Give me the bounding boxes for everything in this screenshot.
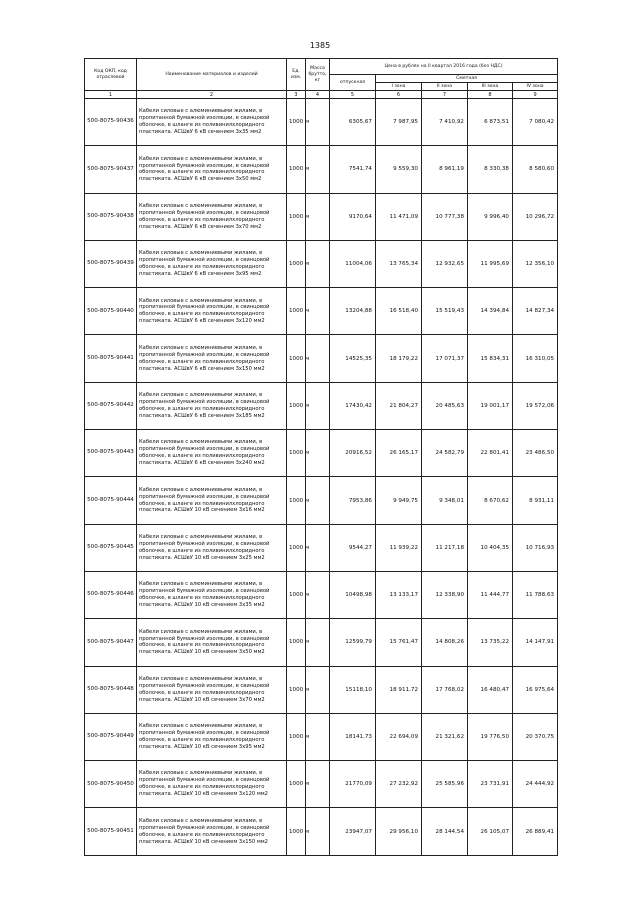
table-row bbox=[85, 288, 558, 335]
item-mass bbox=[306, 99, 330, 146]
header-price: Цена в рублях на II квартал 2016 года (без НДС) bbox=[330, 59, 558, 75]
zone-2-price: 11 217,18 bbox=[422, 524, 468, 571]
zone-1-price: 18 179,22 bbox=[376, 335, 422, 382]
zone-4-price: 20 370,75 bbox=[513, 713, 558, 760]
item-unit: 1000 м bbox=[287, 288, 306, 335]
zone-2-price: 10 777,38 bbox=[422, 193, 468, 240]
zone-4-price: 8 931,11 bbox=[513, 477, 558, 524]
zone-3-price: 19 776,50 bbox=[468, 713, 513, 760]
item-mass bbox=[306, 335, 330, 382]
zone-3-price: 8 330,38 bbox=[468, 146, 513, 193]
item-unit: 1000 м bbox=[287, 240, 306, 287]
item-unit: 1000 м bbox=[287, 430, 306, 477]
zone-1-price: 13 133,17 bbox=[376, 571, 422, 618]
zone-4-price: 11 788,63 bbox=[513, 571, 558, 618]
zone-3-price: 11 444,77 bbox=[468, 571, 513, 618]
table-row bbox=[85, 524, 558, 571]
zone-3-price: 6 873,51 bbox=[468, 99, 513, 146]
zone-2-price: 14 808,26 bbox=[422, 619, 468, 666]
item-unit: 1000 м bbox=[287, 477, 306, 524]
column-index: 6 bbox=[376, 91, 422, 99]
item-name: Кабели силовые с алюминиевыми жилами, в пропитанной бумажной изоляции, в свинцовой оболочке, в шланге из поливинилхлоридного пластиката. АСШвУ 10 кВ сечением 3х150 мм2 bbox=[137, 808, 287, 855]
column-index: 9 bbox=[513, 91, 558, 99]
zone-4-price: 7 080,42 bbox=[513, 99, 558, 146]
item-mass bbox=[306, 808, 330, 855]
item-name: Кабели силовые с алюминиевыми жилами, в пропитанной бумажной изоляции, в свинцовой оболочке, в шланге из поливинилхлоридного пластиката. АСШвУ 6 кВ сечением 3х70 мм2 bbox=[137, 193, 287, 240]
release-price: 23947,07 bbox=[330, 808, 376, 855]
header-row-1 bbox=[85, 59, 558, 75]
header-mass: Масса брутто, кг bbox=[306, 59, 330, 91]
item-code: 500-8075-90439 bbox=[85, 240, 137, 287]
zone-1-price: 9 949,75 bbox=[376, 477, 422, 524]
zone-2-price: 24 582,79 bbox=[422, 430, 468, 477]
zone-4-price: 16 975,64 bbox=[513, 666, 558, 713]
header-zone-4: IV зона bbox=[513, 83, 558, 91]
zone-2-price: 20 485,63 bbox=[422, 382, 468, 429]
table-row bbox=[85, 240, 558, 287]
zone-2-price: 21 321,62 bbox=[422, 713, 468, 760]
item-name: Кабели силовые с алюминиевыми жилами, в пропитанной бумажной изоляции, в свинцовой оболочке, в шланге из поливинилхлоридного пластиката. АСШвУ 10 кВ сечением 3х25 мм2 bbox=[137, 524, 287, 571]
zone-1-price: 9 559,30 bbox=[376, 146, 422, 193]
release-price: 18141,73 bbox=[330, 713, 376, 760]
table-row bbox=[85, 713, 558, 760]
item-name: Кабели силовые с алюминиевыми жилами, в пропитанной бумажной изоляции, в свинцовой оболочке, в шланге из поливинилхлоридного пластиката. АСШвУ 10 кВ сечением 3х35 мм2 bbox=[137, 571, 287, 618]
item-code: 500-8075-90437 bbox=[85, 146, 137, 193]
table-row bbox=[85, 430, 558, 477]
item-mass bbox=[306, 666, 330, 713]
zone-4-price: 10 296,72 bbox=[513, 193, 558, 240]
item-name: Кабели силовые с алюминиевыми жилами, в пропитанной бумажной изоляции, в свинцовой оболочке, в шланге из поливинилхлоридного пластиката. АСШвУ 6 кВ сечением 3х240 мм2 bbox=[137, 430, 287, 477]
item-unit: 1000 м bbox=[287, 761, 306, 808]
item-code: 500-8075-90438 bbox=[85, 193, 137, 240]
zone-2-price: 17 071,37 bbox=[422, 335, 468, 382]
item-unit: 1000 м bbox=[287, 619, 306, 666]
item-code: 500-8075-90442 bbox=[85, 382, 137, 429]
zone-3-price: 11 995,69 bbox=[468, 240, 513, 287]
table-row bbox=[85, 99, 558, 146]
item-unit: 1000 м bbox=[287, 335, 306, 382]
item-mass bbox=[306, 240, 330, 287]
item-code: 500-8075-90443 bbox=[85, 430, 137, 477]
item-unit: 1000 м bbox=[287, 524, 306, 571]
zone-2-price: 9 348,01 bbox=[422, 477, 468, 524]
item-code: 500-8075-90445 bbox=[85, 524, 137, 571]
zone-1-price: 22 694,09 bbox=[376, 713, 422, 760]
item-name: Кабели силовые с алюминиевыми жилами, в пропитанной бумажной изоляции, в свинцовой оболочке, в шланге из поливинилхлоридного пластиката. АСШвУ 10 кВ сечением 3х70 мм2 bbox=[137, 666, 287, 713]
header-unit: Ед. изм. bbox=[287, 59, 306, 91]
column-index: 3 bbox=[287, 91, 306, 99]
item-name: Кабели силовые с алюминиевыми жилами, в пропитанной бумажной изоляции, в свинцовой оболочке, в шланге из поливинилхлоридного пластиката. АСШвУ 6 кВ сечением 3х50 мм2 bbox=[137, 146, 287, 193]
item-unit: 1000 м bbox=[287, 99, 306, 146]
zone-3-price: 14 394,84 bbox=[468, 288, 513, 335]
column-index: 5 bbox=[330, 91, 376, 99]
item-name: Кабели силовые с алюминиевыми жилами, в пропитанной бумажной изоляции, в свинцовой оболочке, в шланге из поливинилхлоридного пластиката. АСШвУ 6 кВ сечением 3х35 мм2 bbox=[137, 99, 287, 146]
item-name: Кабели силовые с алюминиевыми жилами, в пропитанной бумажной изоляции, в свинцовой оболочке, в шланге из поливинилхлоридного пластиката. АСШвУ 6 кВ сечением 3х95 мм2 bbox=[137, 240, 287, 287]
release-price: 12599,79 bbox=[330, 619, 376, 666]
release-price: 17430,42 bbox=[330, 382, 376, 429]
zone-1-price: 15 761,47 bbox=[376, 619, 422, 666]
header-code: Код ОКП, код отраслевой bbox=[85, 59, 137, 91]
item-mass bbox=[306, 713, 330, 760]
header-zone-3: III зона bbox=[468, 83, 513, 91]
item-mass bbox=[306, 571, 330, 618]
item-mass bbox=[306, 146, 330, 193]
item-name: Кабели силовые с алюминиевыми жилами, в пропитанной бумажной изоляции, в свинцовой оболочке, в шланге из поливинилхлоридного пластиката. АСШвУ 10 кВ сечением 3х120 мм2 bbox=[137, 761, 287, 808]
item-name: Кабели силовые с алюминиевыми жилами, в пропитанной бумажной изоляции, в свинцовой оболочке, в шланге из поливинилхлоридного пластиката. АСШвУ 10 кВ сечением 3х95 мм2 bbox=[137, 713, 287, 760]
zone-2-price: 12 338,90 bbox=[422, 571, 468, 618]
zone-4-price: 19 572,06 bbox=[513, 382, 558, 429]
header-zone-2: II зона bbox=[422, 83, 468, 91]
item-code: 500-8075-90446 bbox=[85, 571, 137, 618]
zone-1-price: 13 765,34 bbox=[376, 240, 422, 287]
item-unit: 1000 м bbox=[287, 666, 306, 713]
zone-1-price: 7 987,95 bbox=[376, 99, 422, 146]
column-index: 8 bbox=[468, 91, 513, 99]
table-body bbox=[85, 99, 558, 856]
zone-3-price: 8 670,62 bbox=[468, 477, 513, 524]
zone-4-price: 16 310,05 bbox=[513, 335, 558, 382]
item-code: 500-8075-90451 bbox=[85, 808, 137, 855]
item-unit: 1000 м bbox=[287, 808, 306, 855]
zone-1-price: 27 232,92 bbox=[376, 761, 422, 808]
zone-2-price: 25 585,96 bbox=[422, 761, 468, 808]
zone-4-price: 23 486,50 bbox=[513, 430, 558, 477]
zone-3-price: 19 001,17 bbox=[468, 382, 513, 429]
item-mass bbox=[306, 430, 330, 477]
header-zone-1: I зона bbox=[376, 83, 422, 91]
zone-1-price: 29 956,10 bbox=[376, 808, 422, 855]
item-mass bbox=[306, 288, 330, 335]
zone-2-price: 17 768,02 bbox=[422, 666, 468, 713]
release-price: 13204,88 bbox=[330, 288, 376, 335]
zone-3-price: 23 731,91 bbox=[468, 761, 513, 808]
page-number: 1385 bbox=[309, 41, 331, 50]
zone-4-price: 10 716,93 bbox=[513, 524, 558, 571]
item-unit: 1000 м bbox=[287, 146, 306, 193]
item-name: Кабели силовые с алюминиевыми жилами, в пропитанной бумажной изоляции, в свинцовой оболочке, в шланге из поливинилхлоридного пластиката. АСШвУ 6 кВ сечением 3х150 мм2 bbox=[137, 335, 287, 382]
item-mass bbox=[306, 619, 330, 666]
zone-1-price: 11 939,22 bbox=[376, 524, 422, 571]
zone-3-price: 26 105,07 bbox=[468, 808, 513, 855]
table-row bbox=[85, 666, 558, 713]
zone-4-price: 24 444,92 bbox=[513, 761, 558, 808]
table-row bbox=[85, 382, 558, 429]
zone-4-price: 12 356,10 bbox=[513, 240, 558, 287]
zone-1-price: 26 165,17 bbox=[376, 430, 422, 477]
zone-3-price: 10 404,35 bbox=[468, 524, 513, 571]
item-mass bbox=[306, 382, 330, 429]
price-table bbox=[84, 58, 558, 856]
item-name: Кабели силовые с алюминиевыми жилами, в пропитанной бумажной изоляции, в свинцовой оболочке, в шланге из поливинилхлоридного пластиката. АСШвУ 10 кВ сечением 3х16 мм2 bbox=[137, 477, 287, 524]
item-unit: 1000 м bbox=[287, 382, 306, 429]
item-mass bbox=[306, 477, 330, 524]
zone-1-price: 21 804,27 bbox=[376, 382, 422, 429]
item-code: 500-8075-90440 bbox=[85, 288, 137, 335]
table-row bbox=[85, 808, 558, 855]
release-price: 21770,09 bbox=[330, 761, 376, 808]
item-unit: 1000 м bbox=[287, 713, 306, 760]
table-row bbox=[85, 146, 558, 193]
column-index: 2 bbox=[137, 91, 287, 99]
item-code: 500-8075-90450 bbox=[85, 761, 137, 808]
zone-2-price: 15 519,43 bbox=[422, 288, 468, 335]
zone-1-price: 11 471,09 bbox=[376, 193, 422, 240]
zone-3-price: 9 996,40 bbox=[468, 193, 513, 240]
item-code: 500-8075-90447 bbox=[85, 619, 137, 666]
zone-3-price: 13 735,22 bbox=[468, 619, 513, 666]
release-price: 11004,06 bbox=[330, 240, 376, 287]
item-mass bbox=[306, 193, 330, 240]
item-name: Кабели силовые с алюминиевыми жилами, в пропитанной бумажной изоляции, в свинцовой оболочке, в шланге из поливинилхлоридного пластиката. АСШвУ 6 кВ сечением 3х120 мм2 bbox=[137, 288, 287, 335]
zone-2-price: 28 144,54 bbox=[422, 808, 468, 855]
item-unit: 1000 м bbox=[287, 193, 306, 240]
release-price: 20916,52 bbox=[330, 430, 376, 477]
zone-4-price: 14 147,91 bbox=[513, 619, 558, 666]
zone-4-price: 8 580,60 bbox=[513, 146, 558, 193]
item-code: 500-8075-90449 bbox=[85, 713, 137, 760]
release-price: 7541,74 bbox=[330, 146, 376, 193]
table-row bbox=[85, 335, 558, 382]
zone-3-price: 15 834,31 bbox=[468, 335, 513, 382]
column-index: 7 bbox=[422, 91, 468, 99]
item-mass bbox=[306, 524, 330, 571]
table-row bbox=[85, 193, 558, 240]
table-row bbox=[85, 477, 558, 524]
table-row bbox=[85, 619, 558, 666]
release-price: 14525,35 bbox=[330, 335, 376, 382]
zone-2-price: 8 961,19 bbox=[422, 146, 468, 193]
zone-4-price: 26 889,41 bbox=[513, 808, 558, 855]
item-code: 500-8075-90448 bbox=[85, 666, 137, 713]
release-price: 7953,86 bbox=[330, 477, 376, 524]
zone-1-price: 18 911,72 bbox=[376, 666, 422, 713]
zone-4-price: 14 827,34 bbox=[513, 288, 558, 335]
table-row bbox=[85, 761, 558, 808]
zone-2-price: 7 410,92 bbox=[422, 99, 468, 146]
item-code: 500-8075-90444 bbox=[85, 477, 137, 524]
item-code: 500-8075-90441 bbox=[85, 335, 137, 382]
item-name: Кабели силовые с алюминиевыми жилами, в пропитанной бумажной изоляции, в свинцовой оболочке, в шланге из поливинилхлоридного пластиката. АСШвУ 10 кВ сечением 3х50 мм2 bbox=[137, 619, 287, 666]
column-index-row bbox=[85, 91, 558, 99]
release-price: 10498,98 bbox=[330, 571, 376, 618]
zone-3-price: 22 801,41 bbox=[468, 430, 513, 477]
release-price: 9544,27 bbox=[330, 524, 376, 571]
item-unit: 1000 м bbox=[287, 571, 306, 618]
zone-2-price: 12 932,65 bbox=[422, 240, 468, 287]
release-price: 9170,64 bbox=[330, 193, 376, 240]
header-name: Наименование материалов и изделий bbox=[137, 59, 287, 91]
table-row bbox=[85, 571, 558, 618]
header-estimate: Сметная bbox=[376, 75, 558, 83]
header-release: отпускная bbox=[330, 75, 376, 91]
item-mass bbox=[306, 761, 330, 808]
zone-3-price: 16 480,47 bbox=[468, 666, 513, 713]
release-price: 6305,67 bbox=[330, 99, 376, 146]
release-price: 15118,10 bbox=[330, 666, 376, 713]
column-index: 1 bbox=[85, 91, 137, 99]
item-code: 500-8075-90436 bbox=[85, 99, 137, 146]
zone-1-price: 16 518,40 bbox=[376, 288, 422, 335]
column-index: 4 bbox=[306, 91, 330, 99]
item-name: Кабели силовые с алюминиевыми жилами, в пропитанной бумажной изоляции, в свинцовой оболочке, в шланге из поливинилхлоридного пластиката. АСШвУ 6 кВ сечением 3х185 мм2 bbox=[137, 382, 287, 429]
